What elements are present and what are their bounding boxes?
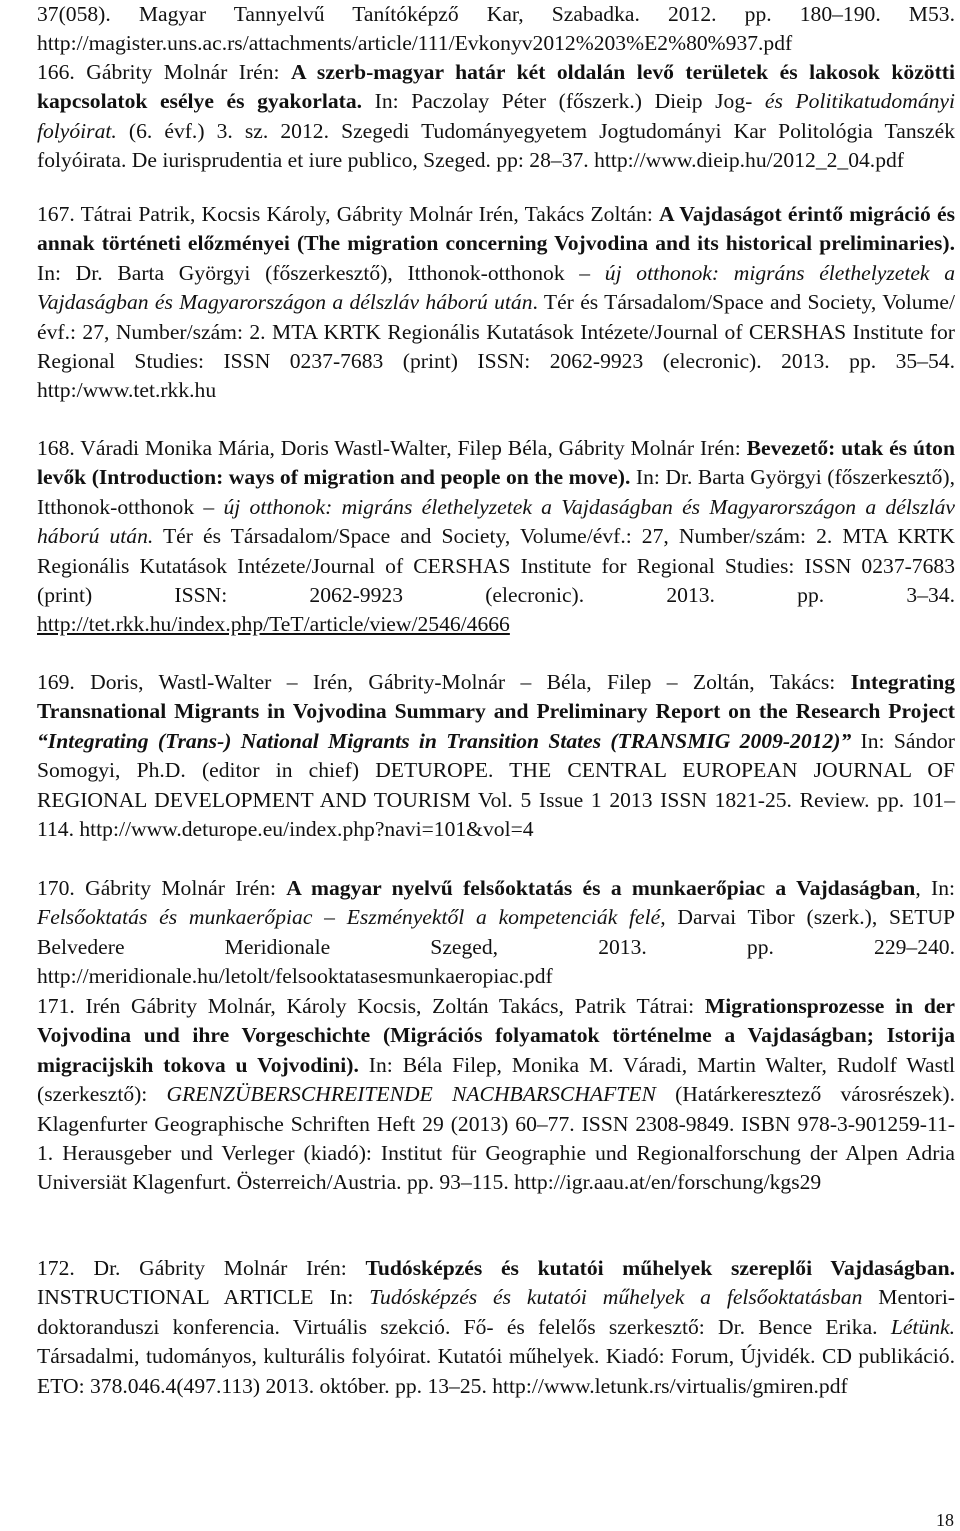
- reference-entry: [37, 992, 955, 1198]
- reference-entry: [37, 434, 955, 640]
- reference-text: Gábrity Molnár Irén:: [86, 60, 292, 84]
- reference-title: Integrating Transnational Migrants in Vojvodina Summary and Preliminary Report on the Research Project: [37, 670, 956, 724]
- reference-text: . Tér és Társadalom/Space and Society, Volume/évf.: 27, Number/szám: 2. MTA KRTK Regionális Kutatások Intézete/Journal of CERSHAS Institute for Regional Studies: ISSN 0237-7683 (print) ISSN: 2062-9923 (elecronic). 2013. pp. 35–54. http:/www.tet.rkk.hu: [37, 290, 955, 403]
- reference-number: 168.: [37, 436, 81, 460]
- reference-number: 172.: [37, 1256, 94, 1280]
- reference-title: A magyar nyelvű felsőoktatás és a munkaerőpiac a Vajdaságban: [286, 876, 916, 900]
- reference-text: In: Béla Filep, Monika M. Váradi, Martin Walter, Rudolf Wastl (szerkesztő):: [37, 1052, 955, 1107]
- reference-number: 167.: [37, 202, 81, 226]
- reference-text: In: Sándor Somogyi, Ph.D. (editor in chief) DETUROPE. THE CENTRAL EUROPEAN JOURNAL OF REGIONAL DEVELOPMENT AND TOURISM Vol. 5 Issue 1 2013 ISSN 1821-25. Review. pp. 101–114. http://www.deturope.eu/index.php?navi=101&vol=4: [37, 728, 955, 842]
- reference-source-title: Létünk.: [890, 1314, 955, 1339]
- reference-source-title: új otthonok: migráns élethelyzetek a Vajdaságban és Magyarországon a délszláv háború után: [37, 260, 955, 315]
- reference-text: Tátrai Patrik, Kocsis Károly, Gábrity Molnár Irén, Takács Zoltán:: [80, 202, 660, 226]
- reference-title: “Integrating (Trans-) National Migrants in Transition States (TRANSMIG 2009-2012)”: [37, 728, 852, 753]
- reference-number: 171.: [37, 994, 86, 1018]
- reference-entry: [37, 668, 955, 844]
- reference-text: Darvai Tibor (szerk.), SETUP Belvedere Meridionale Szeged, 2013. pp. 229–240. http://meridionale.hu/letolt/felsooktatasesmunkaeropiac.pdf: [37, 905, 955, 989]
- reference-entry: [37, 874, 955, 992]
- reference-source-title: GRENZÜBERSCHREITENDE NACHBARSCHAFTEN: [166, 1082, 656, 1107]
- reference-title: Tudósképzés és kutatói műhelyek szereplői Vajdaságban.: [365, 1256, 956, 1280]
- reference-entry: [37, 58, 955, 176]
- reference-text: Társadalmi, tudományos, kulturális folyóirat. Kutatói műhelyek. Kiadó: Forum, Újvidék. CD publikáció. ETO: 378.046.4(497.113) 2013. október. pp. 13–25. http://www.letunk.rs/virtualis/gmiren.pdf: [37, 1344, 955, 1398]
- reference-text: Gábrity Molnár Irén:: [85, 876, 287, 900]
- reference-text: Váradi Monika Mária, Doris Wastl-Walter, Filep Béla, Gábrity Molnár Irén:: [80, 436, 747, 460]
- reference-text: In: Dr. Barta Györgyi (főszerkesztő), Itthonok-otthonok –: [37, 465, 955, 519]
- reference-text: (Határkeresztező városrészek). Klagenfurter Geographische Schriften Heft 29 (2013) 60–77. ISSN 2308-9849. ISBN 978-3-901259-11-1. Herausgeber und Verleger (kiadó): Institut für Geographie und Regionalforschung der Alpen Adria Universiät Klagenfurt. Österreich/Austria. pp. 93–115. http://igr.aau.at/en/forschung/kgs29: [37, 1082, 955, 1195]
- page-number: 18: [936, 1510, 954, 1530]
- reference-text: 37(058). Magyar Tannyelvű Tanítóképző Kar, Szabadka. 2012. pp. 180–190. M53. http://magister.uns.ac.rs/attachments/article/111/Evkonyv2012%203%E2%80%937.pdf: [37, 2, 955, 56]
- reference-text: Irén Gábrity Molnár, Károly Kocsis, Zoltán Takács, Patrik Tátrai:: [85, 994, 705, 1018]
- reference-text: Dr. Gábrity Molnár Irén:: [93, 1256, 366, 1280]
- reference-text: Mentori-doktoranduszi konferencia. Virtuális szekció. Fő- és felelős szerkesztő: Dr. Bence Erika.: [37, 1285, 956, 1339]
- reference-title: Bevezető: utak és úton levők (Introduction: ways of migration and people on the move).: [37, 436, 955, 490]
- reference-number: 169.: [37, 670, 91, 694]
- reference-text: INSTRUCTIONAL ARTICLE In:: [37, 1285, 370, 1310]
- reference-text: Doris, Wastl-Walter – Irén, Gábrity-Molnár – Béla, Filep – Zoltán, Takács:: [90, 670, 851, 694]
- reference-text: , In:: [915, 876, 955, 900]
- reference-source-title: Tudósképzés és kutatói műhelyek a felsőoktatásban: [369, 1285, 863, 1310]
- reference-title: A Vajdaságot érintő migráció és annak történeti előzményei (The migration concerning Vojvodina and its historical preliminaries).: [37, 202, 955, 256]
- reference-text: In: Paczolay Péter (főszerk.) Dieip Jog-: [362, 89, 765, 114]
- reference-link[interactable]: http://tet.rkk.hu/index.php/TeT/article/view/2546/4666: [37, 612, 510, 637]
- reference-source-title: Felsőoktatás és munkaerőpiac – Eszményektől a kompetenciák felé,: [37, 905, 666, 930]
- reference-source-title: új otthonok: migráns élethelyzetek a Vajdaságban és Magyarországon a délszláv háború után.: [37, 494, 955, 549]
- reference-text: (6. évf.) 3. sz. 2012. Szegedi Tudományegyetem Jogtudományi Kar Politológia Tanszék folyóirata. De iurisprudentia et iure publico, Szeged. pp: 28–37. http://www.dieip.hu/2012_2_04.pdf: [37, 118, 955, 173]
- reference-text: Tér és Társadalom/Space and Society, Volume/évf.: 27, Number/szám: 2. MTA KRTK Regionális Kutatások Intézete/Journal of CERSHAS Institute for Regional Studies: ISSN 0237-7683 (print) ISSN: 2062-9923 (elecronic). 2013. pp. 3–34.: [37, 524, 955, 608]
- reference-title: Migrationsprozesse in der Vojvodina und ihre Vorgeschichte (Migrációs folyamatok történelme a Vajdaságban; Istorija migracijskih tokova u Vojvodini).: [37, 994, 955, 1077]
- reference-entry: [37, 1254, 955, 1401]
- reference-number: 170.: [37, 876, 86, 900]
- reference-entry: [37, 200, 955, 406]
- reference-text: In: Dr. Barta Györgyi (főszerkesztő), Itthonok-otthonok –: [37, 260, 605, 285]
- reference-entry: [37, 0, 955, 59]
- reference-number: 166.: [37, 60, 87, 84]
- reference-source-title: és Politikatudományi folyóirat.: [37, 89, 956, 143]
- reference-title: A szerb-magyar határ két oldalán levő területek és lakosok közötti kapcsolatok esélye és gyakorlata.: [37, 60, 955, 114]
